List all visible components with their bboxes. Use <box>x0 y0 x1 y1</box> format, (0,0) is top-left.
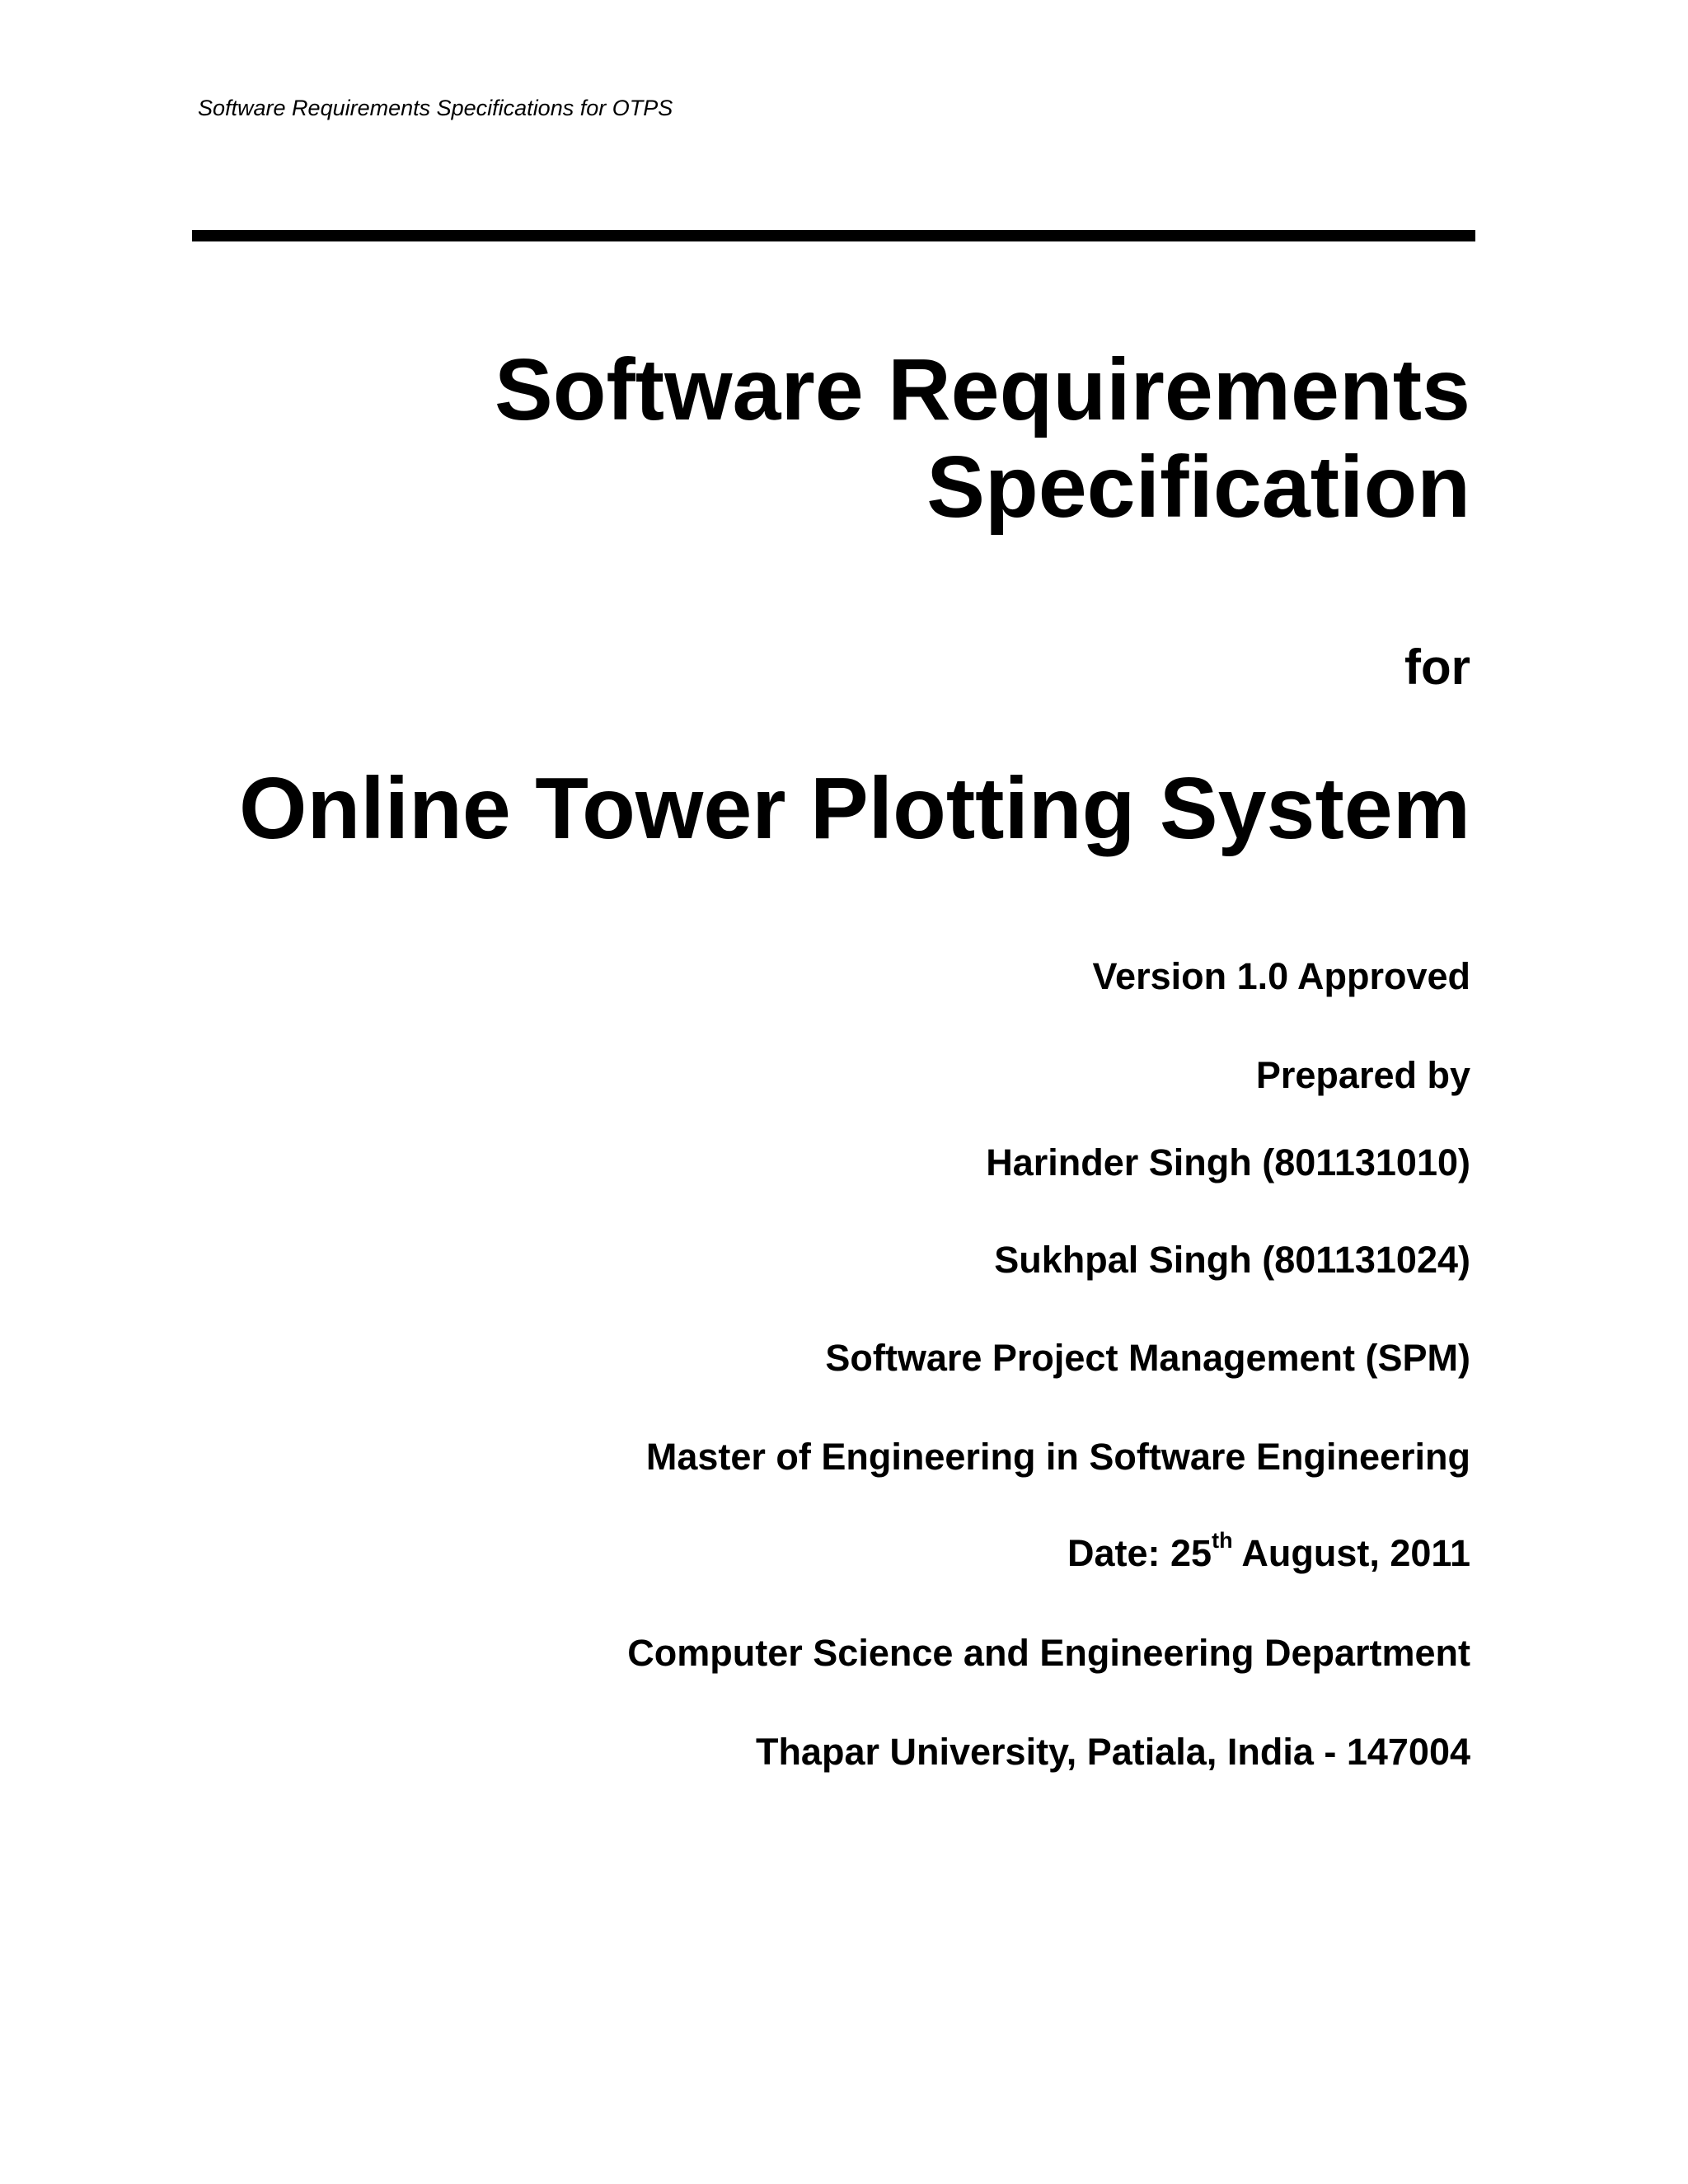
author-2: Sukhpal Singh (801131024) <box>994 1239 1470 1281</box>
for-label: for <box>1404 640 1470 695</box>
department-line: Computer Science and Engineering Department <box>627 1632 1470 1674</box>
date-prefix: Date: 25 <box>1067 1532 1212 1574</box>
document-title-line-2: Specification <box>926 438 1470 536</box>
version-line: Version 1.0 Approved <box>1092 955 1470 997</box>
prepared-by-label: Prepared by <box>1255 1054 1470 1096</box>
university-line: Thapar University, Patiala, India - 147004 <box>755 1731 1470 1773</box>
author-1: Harinder Singh (801131010) <box>986 1141 1470 1183</box>
date-line <box>234 1528 1470 1574</box>
degree-line: Master of Engineering in Software Engineering <box>645 1436 1470 1478</box>
running-header: Software Requirements Specifications for OTPS <box>198 96 673 120</box>
title-rule <box>192 230 1475 241</box>
document-title-line-1: Software Requirements <box>495 341 1470 438</box>
system-name: Online Tower Plotting System <box>239 760 1470 857</box>
date-rest: August, 2011 <box>1232 1532 1470 1574</box>
date-ordinal-suffix: th <box>1212 1528 1233 1553</box>
course-line: Software Project Management (SPM) <box>825 1337 1470 1379</box>
